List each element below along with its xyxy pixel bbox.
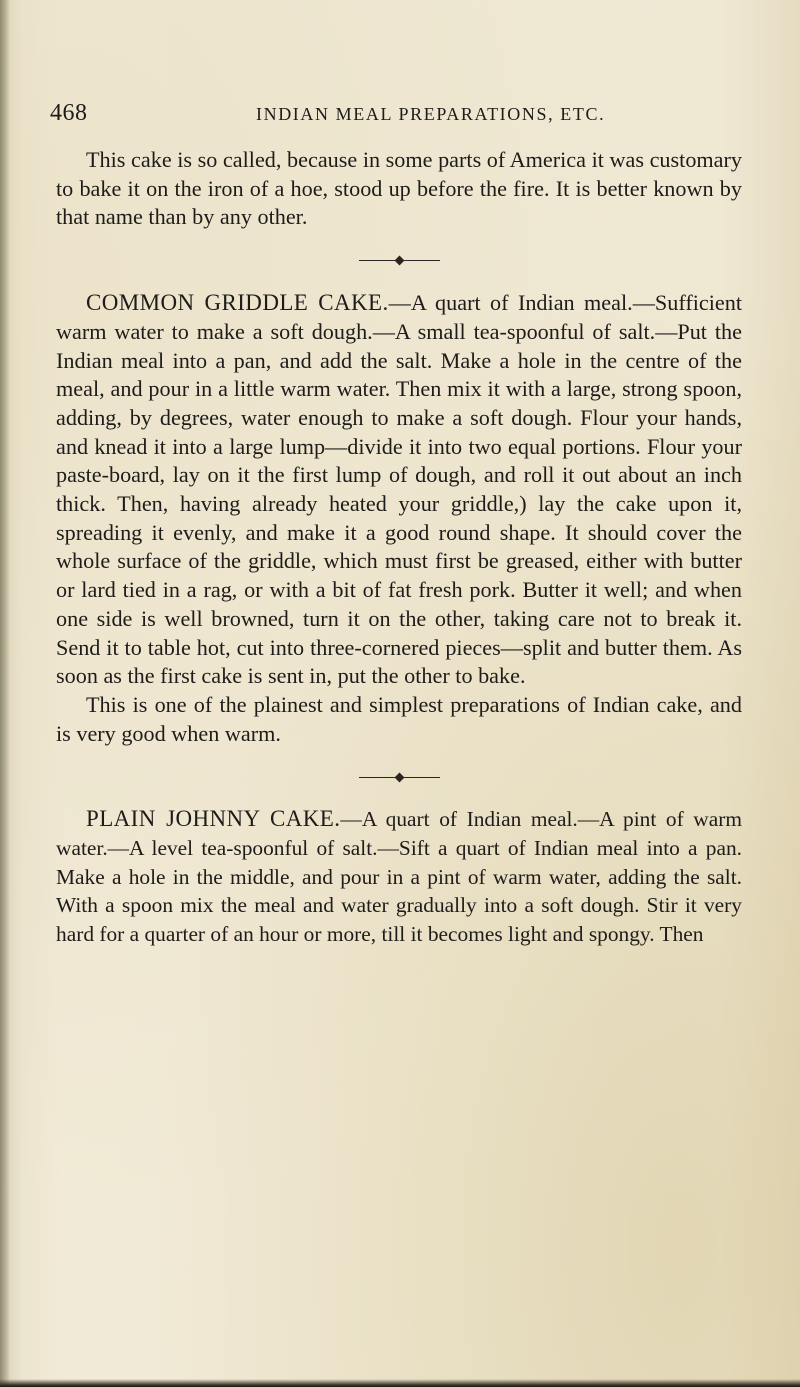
body-text <box>56 146 742 949</box>
recipe-plain-johnny-cake <box>56 805 742 949</box>
section-separator <box>56 748 742 805</box>
recipe-common-griddle-cake <box>56 289 742 691</box>
section-separator <box>56 232 742 289</box>
page-bottom-edge <box>0 1379 800 1387</box>
page-number: 468 <box>50 100 88 126</box>
page-header <box>50 100 740 134</box>
recipe-body: —A quart of Indian meal.—Sufficient warm water to make a soft dough.—A small tea-spoonful of salt.—Put the Indian meal into a pan, and add the salt. Make a hole in the centre of the meal, and pour in a little warm water. Then mix it with a large, strong spoon, adding, by degrees, water enough to make a soft dough. Flour your hands, and knead it into a large lump—divide it into two equal portions. Flour your paste-board, lay on it the first lump of dough, and roll it out about an inch thick. Then, having already heated your griddle,) lay the cake upon it, spreading it evenly, and make it a good round shape. It should cover the whole surface of the griddle, which must first be greased, either with butter or lard tied in a rag, or with a bit of fat fresh pork. Butter it well; and when one side is well browned, turn it on the other, taking care not to break it. Send it to table hot, cut into three-cornered pieces—split and butter them. As soon as the first cake is sent in, put the other to bake. <box>56 290 742 689</box>
recipe-body: —A quart of Indian meal.—A pint of warm water.—A level tea-spoonful of salt.—Sift a quart of Indian meal into a pan. Make a hole in the middle, and pour in a pint of warm water, adding the salt. With a spoon mix the meal and water gradually into a soft dough. Stir it very hard for a quarter of an hour or more, till it becomes light and spongy. Then <box>56 807 742 947</box>
intro-paragraph: This cake is so called, because in some parts of America it was customary to bake it on the iron of a hoe, stood up before the fire. It is better known by that name than by any other. <box>56 147 742 230</box>
running-head: INDIAN MEAL PREPARATIONS, ETC. <box>256 104 606 124</box>
recipe-title: COMMON GRIDDLE CAKE. <box>86 290 389 316</box>
binding-gutter <box>0 0 10 1387</box>
recipe-note: This is one of the plainest and simplest preparations of Indian cake, and is very good when warm. <box>56 691 742 746</box>
recipe-title: PLAIN JOHNNY CAKE. <box>86 806 341 832</box>
